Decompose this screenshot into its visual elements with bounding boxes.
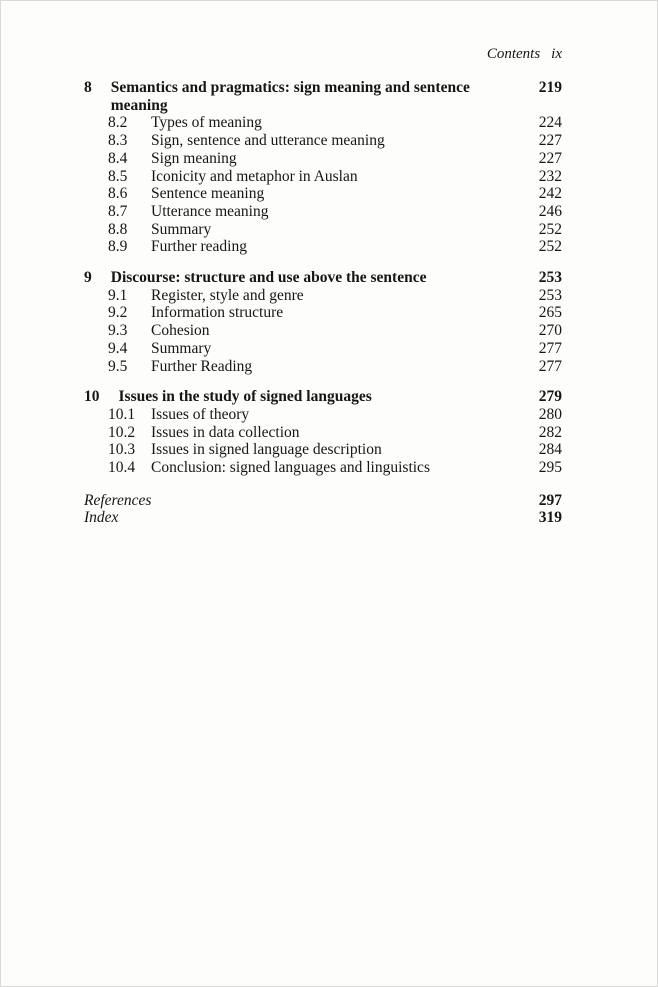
section-title: Summary: [151, 339, 212, 357]
section-list: [84, 406, 562, 477]
section-number: 8.7: [108, 202, 128, 220]
section-title: Further reading: [151, 238, 247, 256]
section-title: Sign, sentence and utterance meaning: [151, 132, 385, 150]
back-matter-entry: [84, 509, 562, 527]
section-page-number: 242: [538, 185, 562, 203]
section-entry: [84, 406, 562, 424]
section-entry: [84, 114, 562, 132]
section-entry: [84, 185, 562, 203]
section-title: Summary: [151, 220, 212, 238]
section-number: 8.6: [108, 185, 128, 203]
back-matter-page-number: 319: [538, 509, 562, 527]
section-entry: [84, 322, 562, 340]
section-title: Issues in signed language description: [151, 441, 382, 459]
section-number: 10.2: [108, 423, 136, 441]
section-page-number: 227: [538, 132, 562, 150]
section-number: 8.9: [108, 238, 128, 256]
section-list: [84, 114, 562, 256]
back-matter-page-number: 297: [538, 491, 562, 509]
chapter-entry: [84, 269, 562, 287]
running-head-page-number: ix: [551, 46, 562, 62]
section-number: 10.4: [108, 459, 136, 477]
chapter-page-number: 253: [538, 269, 562, 287]
chapter-page-number: 279: [538, 388, 562, 406]
section-title: Further Reading: [151, 357, 253, 375]
back-matter-entry: [84, 492, 562, 510]
section-entry: [84, 168, 562, 186]
chapter-title: Discourse: structure and use above the sentence: [110, 269, 427, 287]
section-list: [84, 287, 562, 376]
section-title: Utterance meaning: [151, 202, 269, 220]
section-entry: [84, 132, 562, 150]
chapter-number: 8: [84, 79, 92, 96]
section-number: 8.3: [108, 132, 128, 150]
section-number: 8.5: [108, 167, 128, 185]
section-number: 9.3: [108, 322, 128, 340]
section-page-number: 227: [538, 149, 562, 167]
section-page-number: 282: [538, 423, 562, 441]
section-title: Types of meaning: [151, 114, 262, 132]
section-page-number: 224: [538, 114, 562, 132]
chapter-entry: [84, 388, 562, 406]
section-page-number: 280: [538, 405, 562, 423]
running-head-title: Contents: [486, 46, 541, 62]
section-title: Sentence meaning: [151, 185, 265, 203]
chapter-title: Semantics and pragmatics: sign meaning and sentence meaning: [110, 79, 470, 114]
section-entry: [84, 441, 562, 459]
back-matter-title: Index: [84, 509, 119, 527]
section-title: Issues in data collection: [151, 423, 300, 441]
section-entry: [84, 358, 562, 376]
section-page-number: 252: [538, 238, 562, 256]
section-entry: [84, 238, 562, 256]
section-entry: [84, 150, 562, 168]
section-page-number: 277: [538, 339, 562, 357]
section-title: Conclusion: signed languages and linguistics: [151, 459, 430, 477]
section-number: 10.3: [108, 441, 136, 459]
section-page-number: 246: [538, 202, 562, 220]
back-matter-list: [84, 492, 562, 527]
section-page-number: 265: [538, 304, 562, 322]
section-page-number: 252: [538, 220, 562, 238]
table-of-contents: [84, 79, 562, 477]
section-entry: [84, 221, 562, 239]
running-head: [84, 45, 562, 63]
section-title: Cohesion: [151, 322, 210, 340]
section-number: 9.4: [108, 339, 128, 357]
section-title: Sign meaning: [151, 149, 237, 167]
section-number: 9.1: [108, 286, 128, 304]
section-entry: [84, 203, 562, 221]
section-page-number: 232: [538, 167, 562, 185]
section-title: Issues of theory: [151, 405, 250, 423]
chapter-block: [84, 269, 562, 375]
section-entry: [84, 459, 562, 477]
section-title: Register, style and genre: [151, 286, 304, 304]
section-title: Information structure: [151, 304, 284, 322]
chapter-entry: [84, 79, 562, 114]
chapter-block: [84, 79, 562, 256]
section-page-number: 277: [538, 357, 562, 375]
page-content: [1, 1, 657, 527]
section-page-number: 295: [538, 459, 562, 477]
chapter-number: 9: [84, 269, 92, 287]
section-entry: [84, 340, 562, 358]
section-page-number: 284: [538, 441, 562, 459]
section-number: 8.8: [108, 220, 128, 238]
section-entry: [84, 287, 562, 305]
section-page-number: 270: [538, 322, 562, 340]
section-number: 8.4: [108, 149, 128, 167]
section-title: Iconicity and metaphor in Auslan: [151, 167, 358, 185]
section-number: 9.2: [108, 304, 128, 322]
section-number: 8.2: [108, 114, 128, 132]
section-entry: [84, 304, 562, 322]
chapter-block: [84, 388, 562, 477]
section-number: 10.1: [108, 405, 136, 423]
chapter-number: 10: [84, 388, 100, 406]
section-entry: [84, 424, 562, 442]
section-page-number: 253: [538, 286, 562, 304]
section-number: 9.5: [108, 357, 128, 375]
chapter-title: Issues in the study of signed languages: [118, 388, 372, 406]
chapter-page-number: 219: [538, 79, 562, 96]
back-matter-title: References: [84, 491, 152, 509]
